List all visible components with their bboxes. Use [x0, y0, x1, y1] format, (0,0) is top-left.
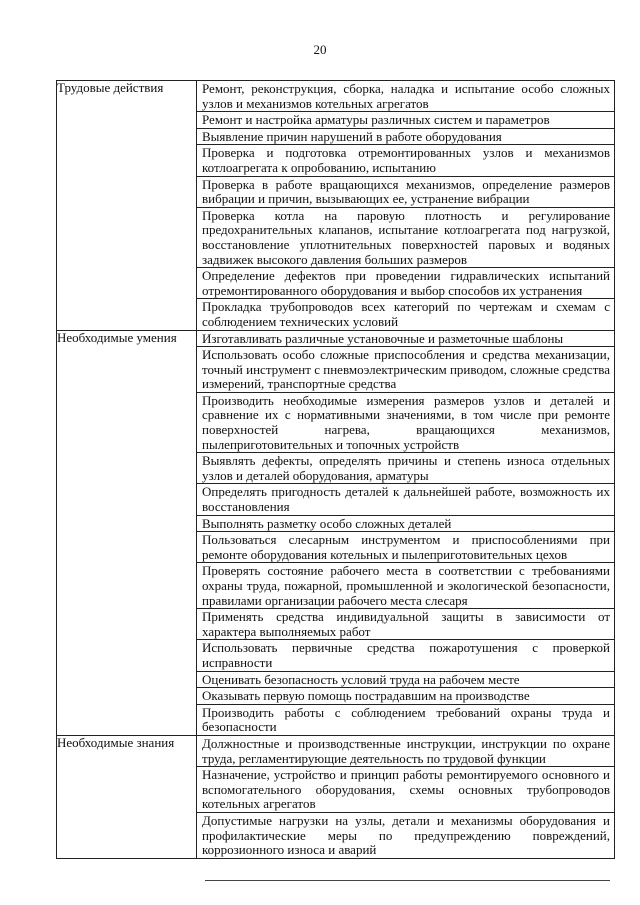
list-item: Определять пригодность деталей к дальнейшей работе, возможность их восстановления [197, 484, 614, 515]
list-item: Производить необходимые измерения размеров узлов и деталей и сравнение их с нормативными значениями, в том числе при ремонте поверхностей нагрева, вращающихся механизмов, пылеприготовительных и топочных устройств [197, 393, 614, 453]
page-number: 20 [313, 42, 327, 57]
list-item: Изготавливать различные установочные и разметочные шаблоны [197, 331, 614, 348]
list-item: Ремонт и настройка арматуры различных систем и параметров [197, 112, 614, 129]
list-item: Ремонт, реконструкция, сборка, наладка и испытание особо сложных узлов и механизмов котельных агрегатов [197, 81, 614, 112]
list-item: Выявление причин нарушений в работе оборудования [197, 129, 614, 146]
list-item: Проверять состояние рабочего места в соответствии с требованиями охраны труда, пожарной, промышленной и экологической безопасности, правилами организации рабочего места слесаря [197, 563, 614, 609]
list-item: Применять средства индивидуальной защиты в зависимости от характера выполняемых работ [197, 609, 614, 640]
list-item: Должностные и производственные инструкции, инструкции по охране труда, регламентирующие деятельность по трудовой функции [197, 736, 614, 767]
list-item: Назначение, устройство и принцип работы ремонтируемого основного и вспомогательного оборудования, схемы основных трубопроводов котельных агрегатов [197, 767, 614, 813]
list-item: Использовать особо сложные приспособления и средства механизации, точный инструмент с пневмоэлектрическим приводом, сложные средства измерений, транспортные средства [197, 347, 614, 393]
list-item: Оценивать безопасность условий труда на рабочем месте [197, 672, 614, 689]
section-label: Трудовые действия [57, 81, 197, 331]
section-items [197, 330, 615, 735]
requirements-table [56, 80, 615, 859]
section-label: Необходимые умения [57, 330, 197, 735]
list-item: Проверка и подготовка отремонтированных узлов и механизмов котлоагрегата к опробованию, испытанию [197, 145, 614, 176]
list-item: Производить работы с соблюдением требований охраны труда и безопасности [202, 704, 610, 735]
section-label: Необходимые знания [57, 735, 197, 858]
list-item: Выполнять разметку особо сложных деталей [197, 516, 614, 533]
list-item: Проверка в работе вращающихся механизмов, определение размеров вибрации и причин, вызывающих ее, устранение вибрации [197, 177, 614, 208]
list-item: Определение дефектов при проведении гидравлических испытаний отремонтированного оборудования и выбор способов их устранения [197, 268, 614, 299]
section-items [197, 81, 615, 331]
section-items [197, 735, 615, 858]
list-item: Проверка котла на паровую плотность и регулирование предохранительных клапанов, испытание котлоагрегата под нагрузкой, восстановление уплотнительных поверхностей паровых и водяных задвижек высокого давления больших размеров [197, 208, 614, 268]
list-item: Пользоваться слесарным инструментом и приспособлениями при ремонте оборудования котельных и пылеприготовительных цехов [197, 532, 614, 563]
list-item: Оказывать первую помощь пострадавшим на производстве [197, 688, 614, 705]
section-row-labor-actions [57, 81, 615, 331]
footer-divider [205, 880, 610, 881]
list-item: Использовать первичные средства пожаротушения с проверкой исправности [197, 640, 614, 671]
list-item: Допустимые нагрузки на узлы, детали и механизмы оборудования и профилактические меры по предупреждению повреждений, коррозионного износа и аварий [202, 812, 610, 858]
list-item: Выявлять дефекты, определять причины и степень износа отдельных узлов и деталей оборудования, арматуры [197, 453, 614, 484]
section-row-required-knowledge [57, 735, 615, 858]
section-row-required-skills [57, 330, 615, 735]
list-item: Прокладка трубопроводов всех категорий по чертежам и схемам с соблюдением технических условий [202, 299, 610, 329]
